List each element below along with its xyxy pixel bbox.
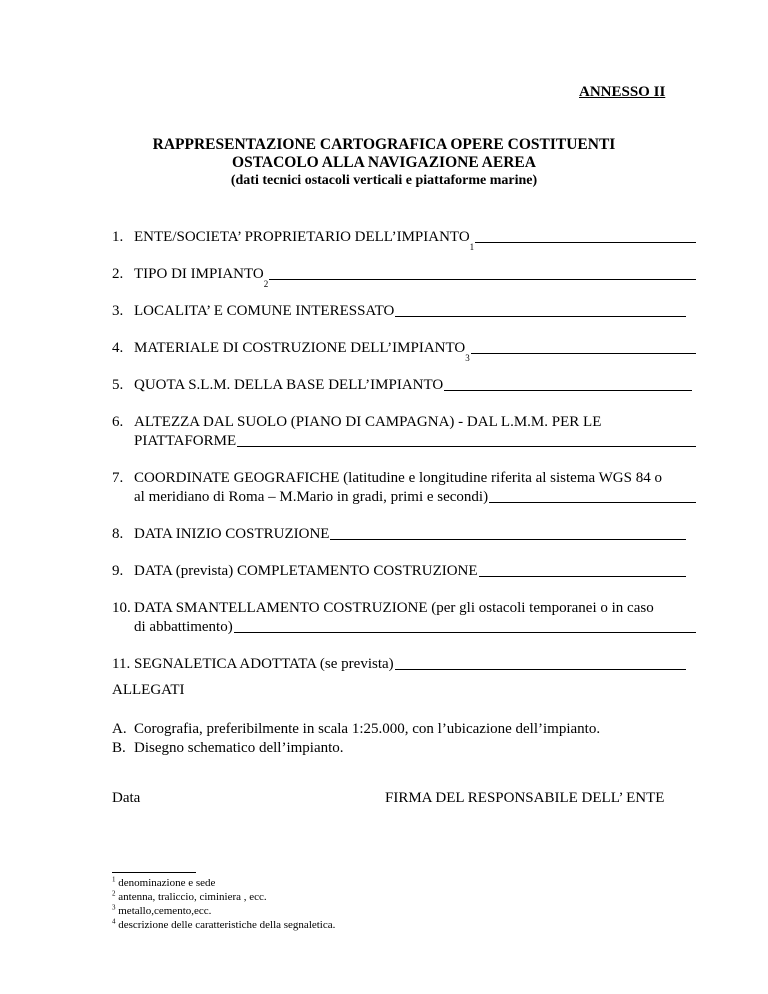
fill-line[interactable] — [395, 315, 686, 317]
field-material[interactable]: 4. MATERIALE DI COSTRUZIONE DELL’IMPIANTO 3 — [112, 339, 696, 358]
field-label: LOCALITA’ E COMUNE INTERESSATO — [134, 303, 395, 319]
field-label: MATERIALE DI COSTRUZIONE DELL’IMPIANTO — [134, 340, 466, 356]
field-label: DATA (prevista) COMPLETAMENTO COSTRUZIONE — [134, 563, 478, 579]
fill-line[interactable] — [444, 389, 692, 391]
fill-line[interactable] — [475, 241, 696, 243]
field-number: 10. — [112, 600, 131, 616]
footnote-text: denominazione e sede — [118, 877, 216, 889]
field-start-date[interactable] — [112, 525, 696, 544]
footnote — [112, 876, 335, 890]
footnote-number: 3 — [112, 903, 116, 912]
footnote-separator — [112, 872, 196, 873]
footnote — [112, 904, 335, 918]
footnote-text: metallo,cemento,ecc. — [118, 905, 212, 917]
fill-line[interactable] — [269, 278, 696, 280]
footnote — [112, 918, 335, 932]
title-line-2: OSTACOLO ALLA NAVIGAZIONE AEREA — [232, 154, 536, 171]
fill-line[interactable] — [237, 445, 696, 447]
attachment-letter: A. — [112, 721, 127, 737]
field-coordinates[interactable] — [112, 469, 696, 507]
field-label: TIPO DI IMPIANTO — [134, 266, 264, 282]
fill-line[interactable] — [395, 668, 686, 670]
field-label-cont: al meridiano di Roma – M.Mario in gradi, primi e secondi) — [134, 489, 489, 505]
fill-line[interactable] — [489, 501, 696, 503]
footnote-number: 2 — [112, 889, 116, 898]
footnote-text: antenna, traliccio, ciminiera , ecc. — [118, 891, 267, 903]
fill-line[interactable] — [330, 538, 686, 540]
field-number: 3. — [112, 303, 124, 319]
annex-label: ANNESSO II — [579, 84, 666, 100]
field-plant-type[interactable]: 2. TIPO DI IMPIANTO 2 — [112, 265, 696, 284]
attachment-text: Disegno schematico dell’impianto. — [134, 740, 344, 756]
attachment-text: Corografia, preferibilmente in scala 1:25.000, con l’ubicazione dell’impianto. — [134, 721, 601, 737]
signature-label: FIRMA DEL RESPONSABILE DELL’ ENTE — [385, 790, 665, 806]
footnote-number: 1 — [112, 875, 116, 884]
field-owner[interactable]: 1. ENTE/SOCIETA’ PROPRIETARIO DELL’IMPIANTO 1 — [112, 228, 696, 247]
fill-line[interactable] — [234, 631, 696, 633]
field-number: 4. — [112, 340, 124, 356]
field-completion-date[interactable] — [112, 562, 696, 581]
attachment-item — [112, 739, 600, 758]
attachments-heading: ALLEGATI — [112, 682, 185, 698]
fill-line[interactable] — [471, 352, 696, 354]
fill-line[interactable] — [479, 575, 686, 577]
form-fields — [112, 228, 696, 674]
field-location[interactable] — [112, 302, 696, 321]
attachment-item — [112, 720, 600, 739]
field-label: ALTEZZA DAL SUOLO (PIANO DI CAMPAGNA) - DAL L.M.M. PER LE — [134, 414, 602, 430]
field-number: 1. — [112, 229, 124, 245]
field-dismantling-date[interactable] — [112, 599, 696, 637]
title-line-3: (dati tecnici ostacoli verticali e piattaforme marine) — [230, 173, 538, 188]
field-label-cont: di abbattimento) — [134, 619, 233, 635]
field-number: 5. — [112, 377, 124, 393]
field-signage[interactable] — [112, 655, 696, 674]
attachments-list — [112, 720, 600, 758]
field-number: 2. — [112, 266, 124, 282]
field-label: COORDINATE GEOGRAFICHE (latitudine e longitudine riferita al sistema WGS 84 o — [134, 470, 662, 486]
field-label: DATA INIZIO COSTRUZIONE — [134, 526, 330, 542]
field-number: 7. — [112, 470, 124, 486]
field-number: 6. — [112, 414, 124, 430]
footnote-text: descrizione delle caratteristiche della segnaletica. — [118, 919, 336, 931]
field-label: SEGNALETICA ADOTTATA (se prevista) — [134, 656, 394, 672]
field-label-cont: PIATTAFORME — [134, 433, 237, 449]
field-base-elevation[interactable] — [112, 376, 696, 395]
form-title — [0, 136, 768, 190]
field-height[interactable] — [112, 413, 696, 451]
field-label: DATA SMANTELLAMENTO COSTRUZIONE (per gli ostacoli temporanei o in caso — [134, 600, 654, 616]
field-label: ENTE/SOCIETA’ PROPRIETARIO DELL’IMPIANTO — [134, 229, 470, 245]
title-line-1: RAPPRESENTAZIONE CARTOGRAFICA OPERE COSTITUENTI — [152, 136, 616, 153]
field-number: 9. — [112, 563, 124, 579]
date-label: Data — [112, 790, 141, 806]
field-number: 11. — [112, 656, 131, 672]
field-number: 8. — [112, 526, 124, 542]
footnote — [112, 890, 335, 904]
attachment-letter: B. — [112, 740, 126, 756]
footnotes — [112, 876, 335, 932]
field-label: QUOTA S.L.M. DELLA BASE DELL’IMPIANTO — [134, 377, 444, 393]
footnote-number: 4 — [112, 917, 116, 926]
